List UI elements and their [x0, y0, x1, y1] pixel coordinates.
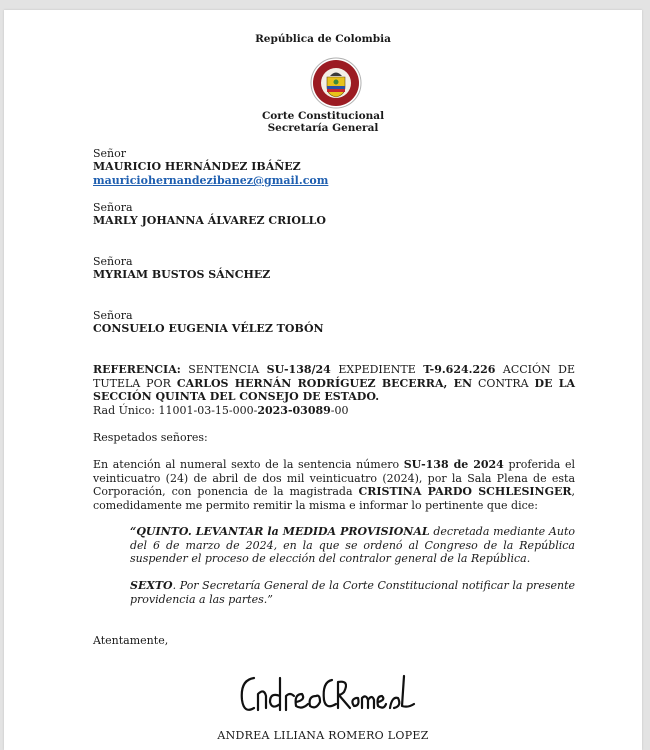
- quote-text: . Por Secretaría General de la Corte Constitucional notificar la presente providencia a las partes.”: [130, 579, 575, 606]
- rad-number: 2023-03089: [257, 403, 331, 417]
- recipient-1-salutation: Señor: [93, 147, 127, 160]
- handwritten-signature-icon: [236, 670, 416, 720]
- body-text: , comedidamente me permito remitir la misma e informar lo pertinente que dice:: [93, 485, 576, 512]
- recipient-3-name: MYRIAM BUSTOS SÁNCHEZ: [93, 268, 271, 281]
- reference-label: REFERENCIA:: [93, 363, 181, 376]
- reference-text: SENTENCIA: [180, 363, 267, 376]
- quote-text: decretada mediante Auto del 6 de marzo de 2024, en la que se ordenó al Congreso de la República suspender el proceso de elección del contralor general de la República.: [130, 525, 575, 566]
- expediente-number: T-9.624.226: [423, 363, 496, 376]
- office-heading: Secretaría General: [267, 122, 379, 134]
- greeting: Respetados señores:: [93, 431, 208, 444]
- court-seal-icon: [310, 57, 362, 109]
- rad-label: Rad Único: 11001-03-15-000-: [93, 403, 258, 417]
- signer-name: ANDREA LILIANA ROMERO LOPEZ: [217, 729, 429, 742]
- sentencia-ref: SU-138 de 2024: [403, 458, 504, 471]
- recipient-1-name: MAURICIO HERNÁNDEZ IBÁÑEZ: [93, 160, 301, 173]
- quinto-heading: “QUINTO. LEVANTAR la MEDIDA PROVISIONAL: [130, 525, 430, 538]
- body-text: proferida el veinticuatro (24) de abril de dos mil veinticuatro (2024), por la Sala Plena de esta Corporación, con ponencia de la magistrada: [93, 458, 575, 499]
- sexto-heading: SEXTO: [130, 579, 173, 592]
- country-heading: República de Colombia: [255, 33, 391, 45]
- body-paragraph: [93, 458, 575, 512]
- recipient-2-name: MARLY JOHANNA ÁLVAREZ CRIOLLO: [93, 214, 326, 227]
- recipient-2-salutation: Señora: [93, 201, 133, 214]
- court-heading: Corte Constitucional: [261, 110, 385, 122]
- reference-block: [93, 363, 575, 417]
- reference-text: CONTRA: [472, 376, 535, 390]
- closing: Atentamente,: [93, 634, 169, 647]
- magistrada-name: CRISTINA PARDO SCHLESINGER: [358, 485, 572, 499]
- recipient-1-email-link[interactable]: mauriciohernandezibanez@gmail.com: [93, 174, 329, 187]
- quote-sexto: [130, 579, 575, 606]
- sentencia-number: SU-138/24: [266, 363, 331, 376]
- actor-name: CARLOS HERNÁN RODRÍGUEZ BECERRA, EN: [176, 376, 473, 390]
- recipient-4-name: CONSUELO EUGENIA VÉLEZ TOBÓN: [93, 322, 324, 335]
- defendant-name: DE LA SECCIÓN QUINTA DEL CONSEJO DE ESTADO.: [93, 376, 575, 404]
- body-text: En atención al numeral sexto de la sentencia número: [93, 458, 404, 471]
- recipient-3-salutation: Señora: [93, 255, 133, 268]
- quote-quinto: [130, 525, 575, 566]
- rad-suffix: -00: [330, 403, 349, 417]
- recipient-4-salutation: Señora: [93, 309, 133, 322]
- reference-text: ACCIÓN DE TUTELA POR: [93, 363, 575, 390]
- document-page: [4, 10, 642, 750]
- reference-text: EXPEDIENTE: [330, 363, 424, 376]
